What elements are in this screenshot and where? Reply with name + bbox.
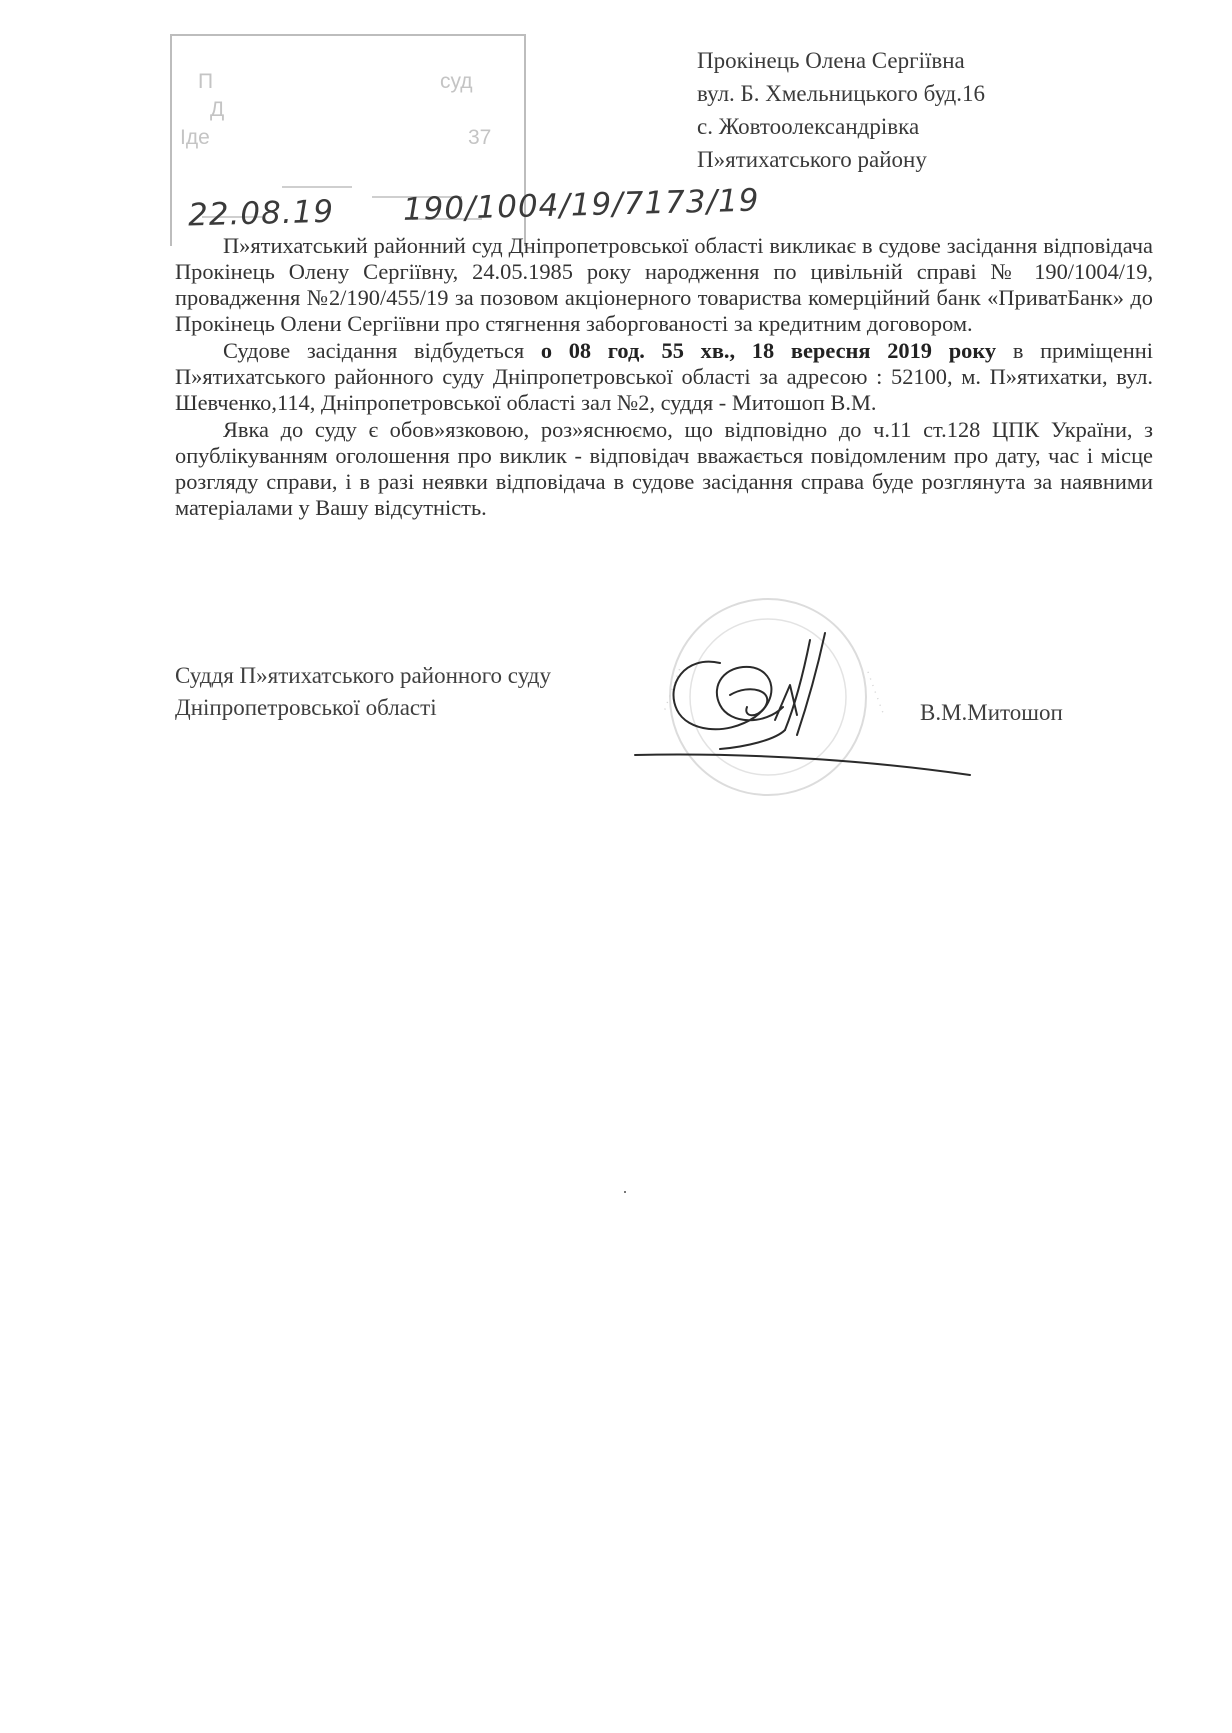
svg-text:· · · · · · ·: · · · · · · ·	[861, 668, 889, 716]
stamp-text-line1-right: суд	[440, 70, 473, 93]
summons-paragraph-2	[175, 338, 1153, 416]
hearing-datetime: о 08 год. 55 хв., 18 вересня 2019 року	[540, 338, 997, 363]
summons-paragraph-3: Явка до суду є обов»язковою, роз»яснюємо, що відповідно до ч.11 ст.128 ЦПК України, з опублікуванням оголошення про виклик - відповідач вважається повідомленим про дату, час і місце розгляду справи, і в разі неявки відповідача в судове засідання справа буде розглянута за наявними матеріалами у Вашу відсутність.	[175, 417, 1153, 520]
summons-body	[175, 233, 1153, 521]
summons-paragraph-1: П»ятихатський районний суд Дніпропетровської області викликає в судове засідання відповідача Прокінець Олену Сергіївну, 24.05.1985 року народження по цивільній справі № 190/1004/19, провадження №2/190/455/19 за позовом акціонерного товариства комерційний банк «ПриватБанк» до Прокінець Олени Сергіївни про стягнення заборгованості за кредитним договором.	[175, 233, 1153, 336]
stamp-text-line2: Д	[210, 98, 225, 121]
addressee-street: вул. Б. Хмельницького буд.16	[697, 81, 985, 106]
scan-speck	[624, 1191, 626, 1193]
judge-name: В.М.Митошоп	[920, 700, 1063, 725]
addressee-village: с. Жовтоолександрівка	[697, 114, 920, 139]
stamp-faded-mark	[282, 186, 352, 188]
p2-intro: Судове засідання відбудеться	[223, 338, 541, 363]
judge-title-line1: Суддя П»ятихатського районного суду	[175, 663, 551, 688]
stamp-text-line3-right: 37	[468, 126, 492, 149]
addressee-block	[697, 44, 1117, 176]
addressee-district: П»ятихатського району	[697, 147, 927, 172]
handwritten-date: 22.08.19	[187, 193, 335, 234]
stamp-text-line3-left: Іде	[180, 126, 210, 149]
stamp-text-line1-left: П	[198, 70, 214, 93]
addressee-name: Прокінець Олена Сергіївна	[697, 48, 965, 73]
p2-rest: в приміщенні П»ятихатського районного суду Дніпропетровської області за адресою : 52100, м. П»ятихатки, вул. Шевченко,114, Дніпропетровської області зал №2, суддя - Митошоп В.М.	[175, 338, 1153, 415]
handwritten-reg-number: 190/1004/19/7173/19	[402, 182, 760, 228]
judge-title-line2: Дніпропетровської області	[175, 695, 437, 720]
judge-title	[175, 660, 551, 724]
svg-text:· · · · · · ·: · · · · · · ·	[658, 665, 687, 714]
